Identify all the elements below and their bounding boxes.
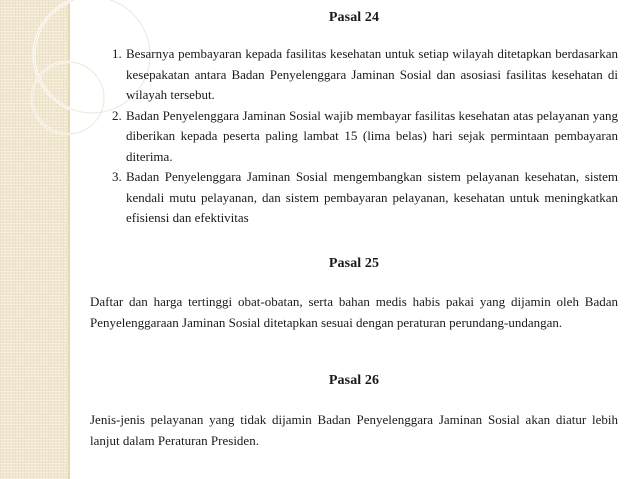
pasal-24-list	[90, 44, 618, 229]
list-item-number: 1.	[112, 46, 122, 61]
list-item-text: Badan Penyelenggara Jaminan Sosial wajib membayar fasilitas kesehatan atas pelayanan yang diberikan kepada peserta paling lambat 15 (lima belas) hari sejak permintaan pembayaran diterima.	[126, 107, 618, 164]
list-item-number: 3.	[112, 169, 122, 184]
pasal-24-heading: Pasal 24	[328, 10, 380, 25]
list-item-text: Badan Penyelenggara Jaminan Sosial mengembangkan sistem pelayanan kesehatan, sistem kendali mutu pelayanan, dan sistem pembayaran pelayanan, kesehatan untuk meningkatkan efisiensi dan efektivitas	[126, 169, 618, 225]
list-item-number: 2.	[112, 107, 122, 123]
pasal-26-heading: Pasal 26	[328, 373, 380, 388]
pasal-26-paragraph: Jenis-jenis pelayanan yang tidak dijamin Badan Penyelenggara Jaminan Sosial akan diatur lebih lanjut dalam Peraturan Presiden.	[90, 412, 618, 448]
list-item	[90, 44, 618, 106]
slide-content	[90, 0, 618, 479]
list-item-text: Besarnya pembayaran kepada fasilitas kesehatan untuk setiap wilayah ditetapkan berdasarkan kesepakatan antara Badan Penyelenggara Jaminan Sosial dan asosiasi fasilitas kesehatan di wilayah tersebut.	[126, 46, 618, 102]
pasal-25-heading: Pasal 25	[328, 256, 380, 271]
list-item	[90, 106, 618, 168]
list-item	[90, 167, 618, 229]
pasal-25-paragraph: Daftar dan harga tertinggi obat-obatan, serta bahan medis habis pakai yang dijamin oleh Badan Penyelenggaraan Jaminan Sosial ditetapkan sesuai dengan peraturan perundang-undangan.	[90, 294, 618, 330]
